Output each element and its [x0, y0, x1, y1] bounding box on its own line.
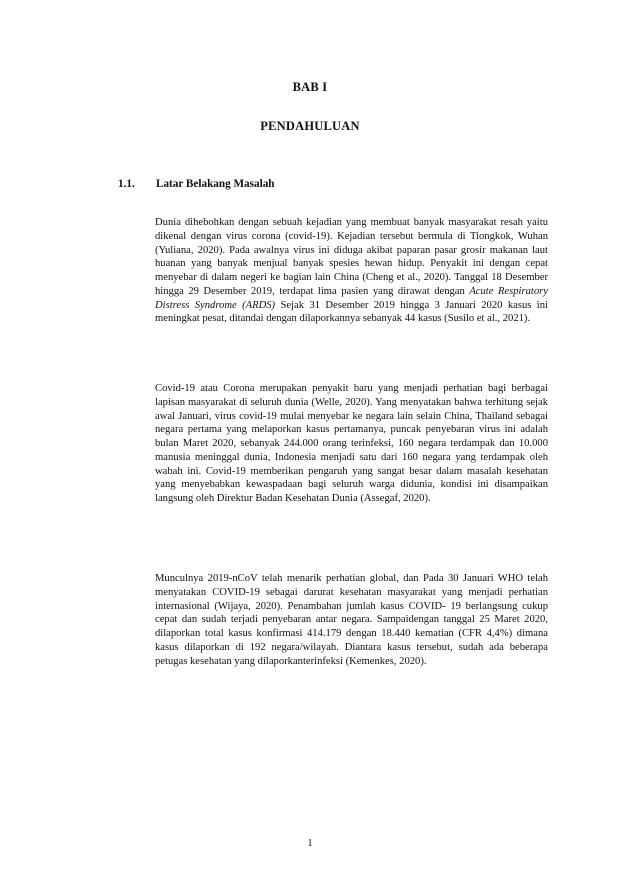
chapter-number: BAB I [292, 80, 328, 94]
chapter-title: PENDAHULUAN [260, 119, 360, 133]
paragraph-2: Covid-19 atau Corona merupakan penyakit baru yang menjadi perhatian bagi berbagai lapisan masyarakat di seluruh dunia (Welle, 2020). Yang menyatakan bahwa terhitung sejak awal Januari, virus covid-19 mulai menyebar ke negara lain selain China, Thailand sebagai negara pertama yang melaporkan kasus pertamanya, puncak penyebaran virus ini adalah bulan Maret 2020, sebanyak 244.000 orang terinfeksi, 160 negara terdampak dan 10.000 manusia meninggal dunia, Indonesia menjadi satu dari 160 negara yang terdampak oleh wabah ini. Covid-19 memberikan pengaruh yang sangat besar dalam masalah kesehatan yang menyebabkan kewaspadaan bagi seluruh warga didunia, kondisi ini disampaikan langsung oleh Direktur Badan Kesehatan Dunia (Assegaf, 2020). [155, 383, 548, 504]
section-number: 1.1. [118, 178, 135, 190]
paragraph-1-text-b: Sejak 31 Desember 2019 hingga 3 Januari 2020 kasus ini meningkat pesat, ditandai dengan dilaporkannya sebanyak 44 kasus (Susilo et al., 2021). [155, 299, 548, 325]
page-number: 1 [307, 838, 313, 849]
paragraph-1-text-a: Dunia dihebohkan dengan sebuah kejadian yang membuat banyak masyarakat resah yaitu dikenal dengan virus corona (covid-19). Kejadian tersebut bermula di Tiongkok, Wuhan (Yuliana, 2020). Pada awalnya virus ini diduga akibat paparan pasar grosir makanan laut huanan yang banyak menjual banyak spesies hewan hidup. Penyakit ini dengan cepat menyebar di dalam negeri ke bagian lain China (Cheng et al., 2020). Tanggal 18 Desember hingga 29 Desember 2019, terdapat lima pasien yang dirawat dengan [155, 217, 548, 297]
paragraph-1-italic-term: Acute Respiratory Distress Syndrome (ARDS) [155, 285, 548, 311]
section-title: Latar Belakang Masalah [156, 178, 275, 190]
section-heading [118, 178, 275, 190]
paragraph-1 [155, 216, 548, 326]
paragraph-3: Munculnya 2019-nCoV telah menarik perhatian global, dan Pada 30 Januari WHO telah menyatakan COVID-19 sebagai darurat kesehatan masyarakat yang menjadi perhatian internasional (Wijaya, 2020). Penambahan jumlah kasus COVID- 19 berlangsung cukup cepat dan sudah terjadi penyebaran antar negara. Sampaidengan tanggal 25 Maret 2020, dilaporkan total kasus konfirmasi 414.179 dengan 18.440 kematian (CFR 4,4%) dimana kasus dilaporkan di 192 negara/wilayah. Diantara kasus tersebut, sudah ada beberapa petugas kesehatan yang dilaporkanterinfeksi (Kemenkes, 2020). [155, 573, 548, 667]
